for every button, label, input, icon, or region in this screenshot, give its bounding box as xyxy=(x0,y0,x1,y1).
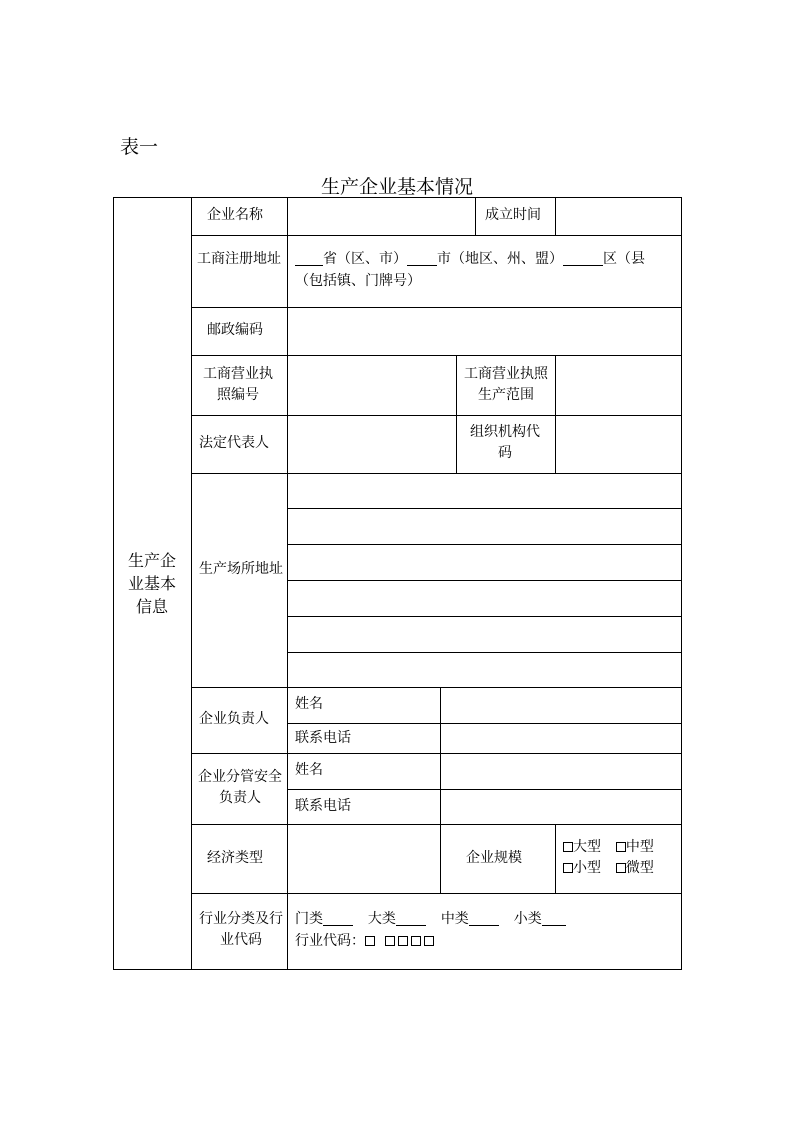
province-text: 省（区、市） xyxy=(323,251,407,267)
row-line xyxy=(191,824,682,825)
postal-code-label: 邮政编码 xyxy=(207,322,263,338)
org-code-label: 组织机构代码 xyxy=(470,424,540,461)
industry-group-blank[interactable] xyxy=(469,911,499,926)
founded-date-label: 成立时间 xyxy=(485,207,541,223)
reg-address-label: 工商注册地址 xyxy=(197,251,281,267)
industry-division-label: 大类 xyxy=(367,911,396,927)
site-address-field-1[interactable] xyxy=(289,475,679,507)
site-address-label: 生产场所地址 xyxy=(199,561,283,577)
legal-rep-label: 法定代表人 xyxy=(199,435,269,451)
license-scope-label: 工商营业执照生产范围 xyxy=(464,366,548,403)
scale-small-checkbox[interactable] xyxy=(563,863,573,873)
form-border-top xyxy=(113,197,682,198)
org-code-field[interactable] xyxy=(557,417,679,471)
row-line xyxy=(191,355,682,356)
enterprise-info-form xyxy=(113,197,682,969)
company-name-label: 企业名称 xyxy=(207,207,263,223)
reg-address-line1 xyxy=(295,249,681,270)
legal-rep-field[interactable] xyxy=(289,417,454,471)
scale-options-row2 xyxy=(563,858,654,879)
table-number-label: 表一 xyxy=(120,136,159,158)
postal-code-field[interactable] xyxy=(289,309,679,353)
industry-division-blank[interactable] xyxy=(396,911,426,926)
founded-date-field[interactable] xyxy=(557,199,679,233)
industry-code-box-5[interactable] xyxy=(424,936,434,946)
responsible-name-field[interactable] xyxy=(442,689,679,721)
row-line xyxy=(191,235,682,236)
cell-divider xyxy=(475,197,476,235)
economic-type-label: 经济类型 xyxy=(207,850,263,866)
safety-name-field[interactable] xyxy=(442,755,679,787)
form-border-left xyxy=(113,197,114,969)
cell-divider xyxy=(555,355,556,473)
district-blank[interactable] xyxy=(563,251,603,266)
city-blank[interactable] xyxy=(407,251,437,266)
contact-subrow-line xyxy=(287,723,682,724)
row-line xyxy=(191,753,682,754)
row-line xyxy=(191,687,682,688)
industry-code-box-2[interactable] xyxy=(385,936,395,946)
form-border-right xyxy=(681,197,682,969)
site-address-field-4[interactable] xyxy=(289,582,679,614)
safety-phone-field[interactable] xyxy=(442,791,679,822)
responsible-phone-label: 联系电话 xyxy=(295,730,351,746)
safety-phone-label: 联系电话 xyxy=(295,798,351,814)
responsible-phone-field[interactable] xyxy=(442,725,679,751)
site-address-line xyxy=(287,580,682,581)
responsible-name-label: 姓名 xyxy=(295,696,323,712)
company-name-field[interactable] xyxy=(289,199,473,233)
district-text: 区（县 xyxy=(603,251,645,267)
industry-code-row xyxy=(295,931,434,952)
scale-medium-checkbox[interactable] xyxy=(616,842,626,852)
contact-subrow-line xyxy=(287,789,682,790)
site-address-field-3[interactable] xyxy=(289,546,679,578)
license-number-field[interactable] xyxy=(289,357,454,413)
cell-divider xyxy=(440,687,441,893)
cell-divider xyxy=(555,197,556,235)
scale-micro-checkbox[interactable] xyxy=(616,863,626,873)
row-line xyxy=(191,415,682,416)
responsible-label: 企业负责人 xyxy=(199,711,269,727)
scale-options-row1 xyxy=(563,837,654,858)
industry-code-box-4[interactable] xyxy=(411,936,421,946)
scale-medium-label: 中型 xyxy=(625,839,654,855)
row-line xyxy=(191,307,682,308)
section-label: 生产企业基本信息 xyxy=(127,551,176,616)
industry-code-label: 行业代码： xyxy=(295,933,365,949)
site-address-field-5[interactable] xyxy=(289,618,679,650)
safety-responsible-label: 企业分管安全负责人 xyxy=(198,769,282,806)
cell-divider xyxy=(456,355,457,473)
scale-micro-label: 微型 xyxy=(625,860,654,876)
industry-group-label: 中类 xyxy=(440,911,469,927)
scale-label: 企业规模 xyxy=(466,850,522,866)
industry-label: 行业分类及行业代码 xyxy=(199,911,283,948)
site-address-line xyxy=(287,616,682,617)
industry-class-label: 小类 xyxy=(513,911,542,927)
license-number-label: 工商营业执照编号 xyxy=(203,366,273,403)
industry-categories xyxy=(295,909,566,930)
city-text: 市（地区、州、盟） xyxy=(437,251,563,267)
industry-section-label: 门类 xyxy=(295,911,323,927)
scale-large-checkbox[interactable] xyxy=(563,842,573,852)
site-address-field-6[interactable] xyxy=(289,654,679,686)
row-line xyxy=(191,473,682,474)
scale-large-label: 大型 xyxy=(573,839,601,855)
page-title: 生产企业基本情况 xyxy=(320,176,473,198)
label-column-divider xyxy=(287,197,288,969)
economic-type-field[interactable] xyxy=(289,826,438,891)
form-border-bottom xyxy=(113,969,682,970)
site-address-line xyxy=(287,652,682,653)
industry-section-blank[interactable] xyxy=(323,911,353,926)
reg-address-line2: （包括镇、门牌号） xyxy=(295,273,421,289)
scale-small-label: 小型 xyxy=(573,860,601,876)
industry-code-box-1[interactable] xyxy=(365,936,375,946)
industry-class-blank[interactable] xyxy=(542,911,566,926)
license-scope-field[interactable] xyxy=(557,357,679,413)
industry-code-box-3[interactable] xyxy=(398,936,408,946)
cell-divider xyxy=(555,824,556,893)
row-line xyxy=(191,893,682,894)
site-address-field-2[interactable] xyxy=(289,510,679,542)
safety-name-label: 姓名 xyxy=(295,762,323,778)
site-address-line xyxy=(287,544,682,545)
section-column-divider xyxy=(191,197,192,969)
site-address-line xyxy=(287,508,682,509)
province-blank[interactable] xyxy=(295,251,323,266)
